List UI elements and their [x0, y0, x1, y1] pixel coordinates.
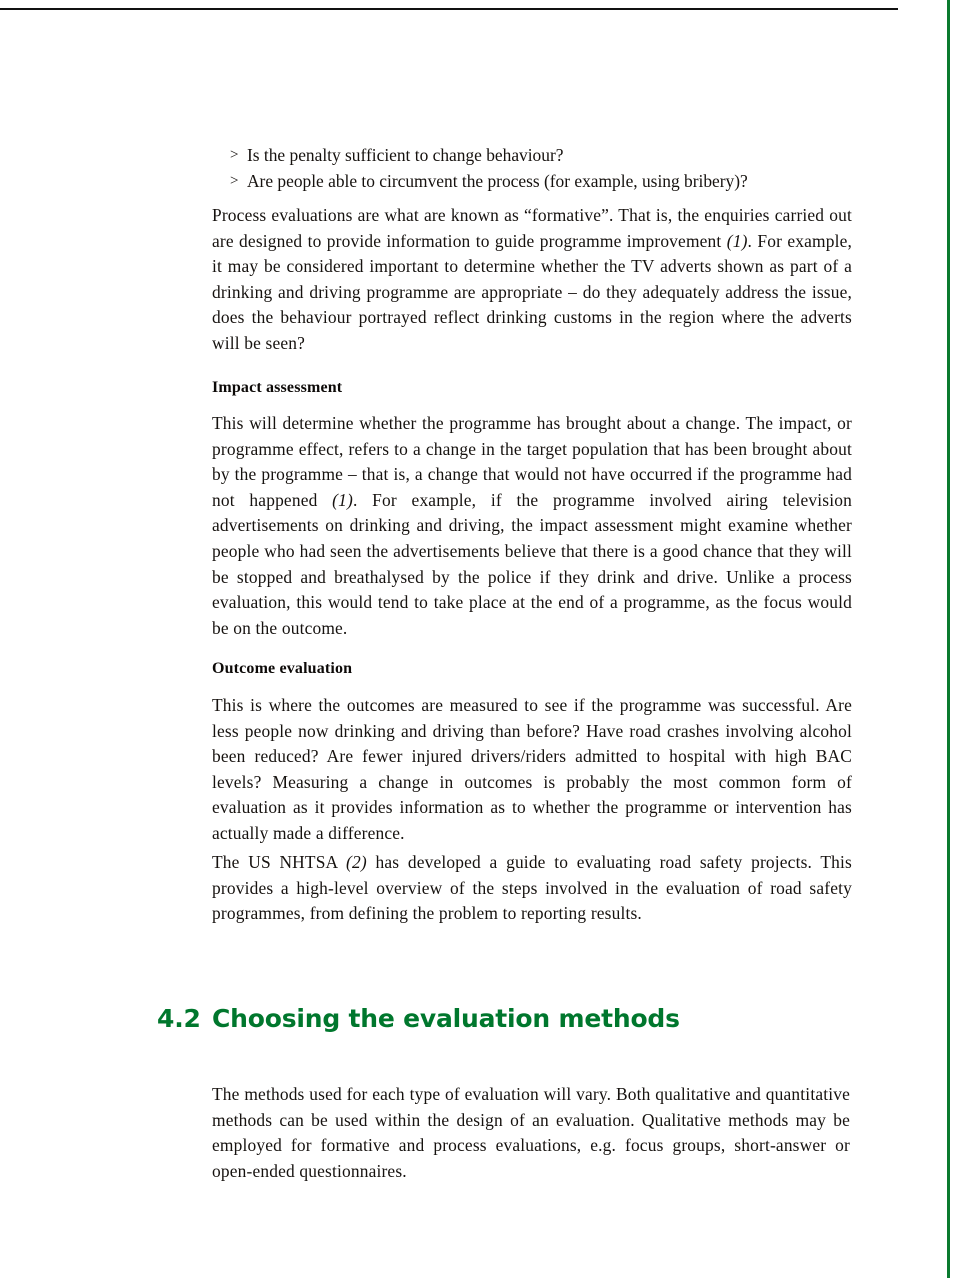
- reference-marker: (2): [346, 852, 367, 872]
- page-top-rule: [0, 8, 898, 10]
- list-item-label: Is the penalty sufficient to change behaviour?: [247, 145, 564, 165]
- paragraph-text-part: has developed a guide to evaluating road safety projects. This provides a high-level overview of the steps involved in the evaluation of road safety programmes, from defining the problem to reporting results.: [212, 852, 852, 924]
- paragraph-impact-assessment: [212, 411, 852, 641]
- list-item-label: Are people able to circumvent the process (for example, using bribery)?: [247, 171, 748, 191]
- paragraph-text-part: This will determine whether the programme has brought about a change. The impact, or programme effect, refers to a change in the target population that has been brought about by the programme – that is, a change that would not have occurred if the programme had not happened: [212, 413, 852, 510]
- heading-outcome-evaluation: Outcome evaluation: [212, 660, 353, 677]
- paragraph-text-part: The US NHTSA: [212, 852, 346, 872]
- reference-marker: (1): [726, 230, 748, 251]
- list-item: [230, 168, 855, 194]
- reference-marker: (1): [332, 489, 353, 510]
- chevron-right-bullet-icon: >: [230, 173, 239, 189]
- paragraph-outcome-evaluation: This is where the outcomes are measured to see if the programme was successful. Are less people now drinking and driving than before? Have road crashes involving alcohol been reduced? Are fewer injured drivers/riders admitted to hospital with high BAC levels? Measuring a change in outcomes is probably the most common form of evaluation as it provides information as to whether the programme or intervention has actually made a difference.: [212, 695, 852, 843]
- heading-impact-assessment: Impact assessment: [212, 379, 343, 396]
- section-title: Choosing the evaluation methods: [212, 1004, 680, 1033]
- paragraph-text-part: . For example, it may be considered important to determine whether the TV adverts shown as part of a drinking and driving programme are appropriate – do they adequately address the issue, does the behaviour portrayed reflect drinking customs in the region where the adverts will be seen?: [212, 230, 853, 353]
- paragraph-process-evaluation: [212, 203, 852, 357]
- paragraph-nhtsa-guide: [212, 850, 852, 927]
- section-heading-4-2: [157, 1004, 680, 1033]
- paragraph-text-part: . For example, if the programme involved airing television advertisements on drinking and driving, the impact assessment might examine whether people who had seen the advertisements believe that there is a good chance that they will be stopped and breathalysed by the police if they drink and drive. Unlike a process evaluation, this would tend to take place at the end of a programme, as the focus would be on the outcome.: [212, 489, 852, 638]
- paragraph-choosing-methods: The methods used for each type of evaluation will vary. Both qualitative and quantitative methods can be used within the design of an evaluation. Qualitative methods may be employed for formative and process evaluations, e.g. focus groups, short-answer or open-ended questionnaires.: [212, 1084, 850, 1181]
- chevron-right-bullet-icon: >: [230, 147, 239, 163]
- list-item: [230, 142, 855, 168]
- page-edge-accent-bar: [947, 0, 950, 1278]
- section-number: 4.2: [157, 1004, 201, 1033]
- question-bullet-list: [230, 142, 855, 194]
- paragraph-text-part: Process evaluations are what are known as “formative”. That is, the enquiries carried out are designed to provide information to guide programme improvement: [212, 205, 852, 251]
